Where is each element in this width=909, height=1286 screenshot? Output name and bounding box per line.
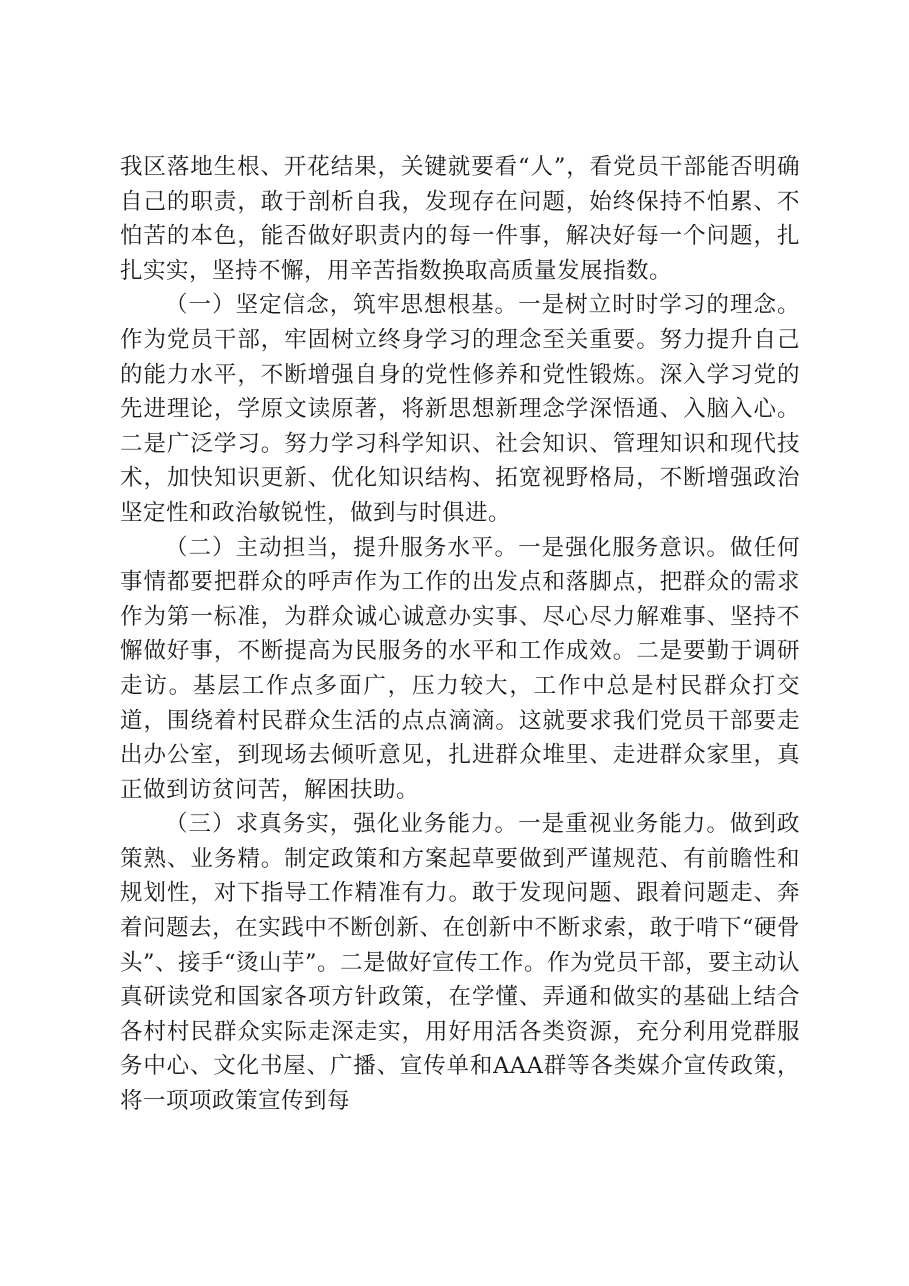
paragraph-intro: 我区落地生根、开花结果，关键就要看“人”，看党员干部能否明确自己的职责，敢于剖析自我，发现存在问题，始终保持不怕累、不怕苦的本色，能否做好职责内的每一件事，解决好每一个问题，扎扎实实，坚持不懈，用辛苦指数换取高质量发展指数。 xyxy=(120,154,800,284)
document-body xyxy=(120,150,800,1119)
paragraph-section-2: （二）主动担当，提升服务水平。一是强化服务意识。做任何事情都要把群众的呼声作为工作的出发点和落脚点，把群众的需求作为第一标准，为群众诚心诚意办实事、尽心尽力解难事、坚持不懈做好事，不断提高为民服务的水平和工作成效。二是要勤于调研走访。基层工作点多面广，压力较大，工作中总是村民群众打交道，围绕着村民群众生活的点点滴滴。这就要求我们党员干部要走出办公室，到现场去倾听意见，扎进群众堆里、走进群众家里，真正做到访贫问苦，解困扶助。 xyxy=(120,534,800,803)
paragraph-section-1: （一）坚定信念，筑牢思想根基。一是树立时时学习的理念。作为党员干部，牢固树立终身学习的理念至关重要。努力提升自己的能力水平，不断增强自身的党性修养和党性锻炼。深入学习党的先进理论，学原文读原著，将新思想新理念学深悟通、入脑入心。二是广泛学习。努力学习科学知识、社会知识、管理知识和现代技术，加快知识更新、优化知识结构、拓宽视野格局，不断增强政治坚定性和政治敏锐性，做到与时俱进。 xyxy=(120,292,800,526)
paragraph-section-3: （三）求真务实，强化业务能力。一是重视业务能力。做到政策熟、业务精。制定政策和方案起草要做到严谨规范、有前瞻性和规划性，对下指导工作精准有力。敢于发现问题、跟着问题走、奔着问题去，在实践中不断创新、在创新中不断求索，敢于啃下“硬骨头”、接手“烫山芋”。二是做好宣传工作。作为党员干部，要主动认真研读党和国家各项方针政策，在学懂、弄通和做实的基础上结合各村村民群众实际走深走实，用好用活各类资源，充分利用党群服务中心、文化书屋、广播、宣传单和AAA群等各类媒介宣传政策，将一项项政策宣传到每 xyxy=(120,811,801,1115)
